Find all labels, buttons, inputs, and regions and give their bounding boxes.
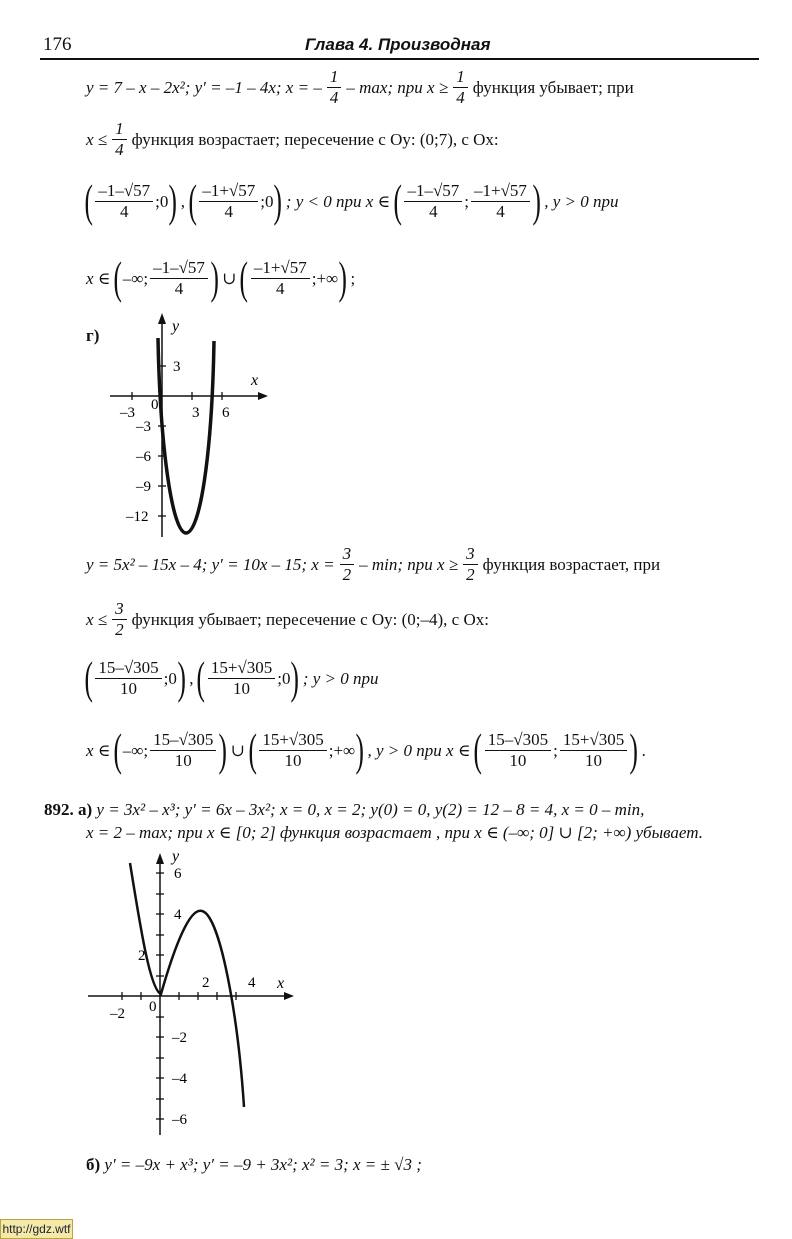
watermark-link[interactable]: http://gdz.wtf bbox=[0, 1219, 73, 1239]
graph-a-x-label: x bbox=[277, 975, 285, 992]
graph-g-x-label: x bbox=[251, 372, 259, 389]
graph-g-xtick: 3 bbox=[192, 405, 200, 421]
graph-g-svg bbox=[100, 305, 280, 545]
graph-g-ytick: –6 bbox=[136, 449, 151, 465]
block-v-line4: x ∈ ( –∞; $\frac{-1-√57}{4}$ ) ∪ ( $\frac{-1+√57}{4}$ ;+∞ ) ; bbox=[86, 252, 356, 303]
page-number: 176 bbox=[43, 34, 72, 55]
graph-g-ytick: –9 bbox=[136, 479, 151, 495]
graph-g-xtick: 6 bbox=[222, 405, 230, 421]
graph-a-ytick: –2 bbox=[172, 1030, 187, 1046]
graph-g-xtick: –3 bbox=[120, 405, 135, 421]
part-b-label: б) bbox=[86, 1155, 101, 1174]
graph-g-xtick: 0 bbox=[151, 397, 159, 413]
graph-a-xtick: 0 bbox=[149, 999, 157, 1015]
graph-a-ytick: 4 bbox=[174, 907, 182, 923]
block-g-line4: x ∈ ( –∞; $\frac{15-√305}{10}$ ) ∪ ( $\frac{15+√305}{10}$ ;+∞ ) , y > 0 при x ∈ ( $\frac{15-√305}{10}$ ; $\frac{15+√305}{10}$ ) . bbox=[86, 724, 646, 775]
graph-g-ytick: –12 bbox=[126, 509, 149, 525]
problem-892-line1: 892. а) y = 3x² – x³; y′ = 6x – 3x²; x = 0, x = 2; y(0) = 0, y(2) = 12 – 8 = 4, x = 0 – min, bbox=[44, 800, 645, 819]
graph-g-y-label: y bbox=[172, 318, 180, 335]
graph-a-ytick: 2 bbox=[138, 948, 146, 964]
graph-a-xtick: 4 bbox=[248, 975, 256, 991]
graph-a-xtick: –2 bbox=[110, 1006, 125, 1022]
graph-g-y-arrow bbox=[158, 313, 166, 324]
graph-a-xtick: 2 bbox=[202, 975, 210, 991]
graph-a-ytick: –6 bbox=[172, 1112, 187, 1128]
graph-a-svg bbox=[80, 845, 310, 1145]
block-g-line1: y = 5x² – 15x – 4; y′ = 10x – 15; x = $\frac{3}{2}$ – min; при x ≥ $\frac{3}{2}$ функция возрастает, при bbox=[86, 544, 661, 584]
graph-g-ytick: –3 bbox=[136, 419, 151, 435]
block-v-line3: ( $\frac{-1-√57}{4}$ ;0 ) , ( $\frac{-1+√57}{4}$ ;0 ) ; y < 0 при x ∈ ( $\frac{-1-√57}{4}$ ; $\frac{-1+√57}{4}$ ) , y > 0 при bbox=[84, 175, 619, 226]
graph-a-ytick: –4 bbox=[172, 1071, 187, 1087]
graph-g-label: г) bbox=[86, 326, 100, 345]
chapter-title: Глава 4. Производная bbox=[305, 35, 491, 54]
graph-a-ytick: 6 bbox=[174, 866, 182, 882]
graph-g-ytick: 3 bbox=[173, 359, 181, 375]
part-a-label: а) bbox=[78, 800, 93, 819]
problem-892-line2: x = 2 – max; при x ∈ [0; 2] функция возрастает , при x ∈ (–∞; 0] ∪ [2; +∞) убывает. bbox=[86, 823, 703, 842]
part-b-line: б) y′ = –9x + x³; y′ = –9 + 3x²; x² = 3; x = ± √3 ; bbox=[86, 1155, 422, 1174]
graph-g-curve bbox=[158, 338, 214, 533]
problem-number: 892. bbox=[44, 800, 74, 819]
graph-a-y-label: y bbox=[172, 848, 180, 865]
block-g-line2: x ≤ $\frac{3}{2}$ функция убывает; пересечение с Oy: (0;–4), с Ox: bbox=[86, 599, 489, 639]
graph-g-x-arrow bbox=[258, 392, 268, 400]
graph-a-curve bbox=[130, 863, 244, 1107]
block-v-line2: x ≤ $\frac{1}{4}$ функция возрастает; пересечение с Oy: (0;7), с Ox: bbox=[86, 119, 499, 159]
block-g-line3: ( $\frac{15-√305}{10}$ ;0 ) , ( $\frac{15+√305}{10}$ ;0 ) ; y > 0 при bbox=[84, 652, 379, 703]
graph-a-y-arrow bbox=[156, 853, 164, 864]
block-v-line1: y = 7 – x – 2x²; y′ = –1 – 4x; x = – $\frac{1}{4}$ – max; при x ≥ $\frac{1}{4}$ функция убывает; при bbox=[86, 67, 634, 107]
header-rule bbox=[40, 58, 759, 60]
graph-a-x-arrow bbox=[284, 992, 294, 1000]
